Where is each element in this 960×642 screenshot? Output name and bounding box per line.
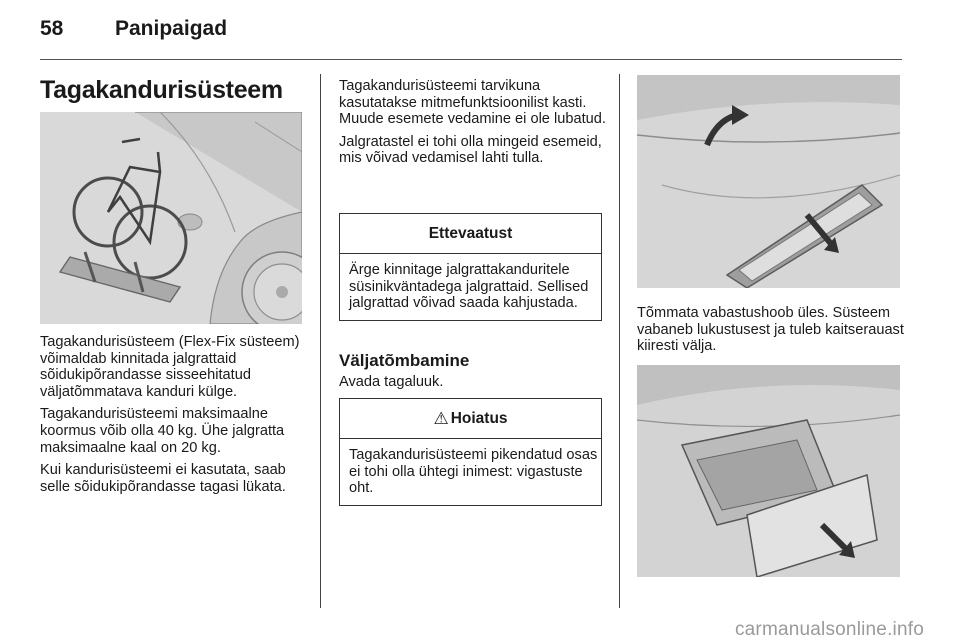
- col2-text: [339, 78, 607, 167]
- subtext: Avada tagaluuk.: [339, 374, 444, 390]
- column-divider: [320, 74, 321, 608]
- bike-carrier-illustration: [40, 112, 302, 324]
- subheading: Väljatõmbamine: [339, 351, 470, 370]
- warning-text: Tagakandurisüsteemi pikendatud osas ei tohi olla ühtegi inimest: vigastuste oht.: [349, 447, 598, 497]
- warning-title: Hoiatus: [450, 409, 508, 427]
- page-number: 58: [40, 17, 64, 40]
- header-rule: [40, 59, 902, 60]
- carrier-extended-illustration: [637, 365, 900, 577]
- caution-text: Ärge kinnitage jalgrattakanduritele süsinikväntadega jalgrattaid. Sellised jalgrattad võivad saada kahjustada.: [349, 262, 589, 312]
- paragraph: Tagakandurisüsteemi tarvikuna kasutatakse mitmefunktsioonilist kasti. Muude esemete vedamine ei ole lubatud.: [339, 78, 606, 128]
- paragraph: Tagakandurisüsteem (Flex-Fix süsteem) võimaldab kinnitada jalgrattaid sõidukipõrandasse sisseehitatud väljatõmmatava kanduri külge.: [40, 334, 300, 400]
- release-lever-illustration: [637, 75, 900, 288]
- col3-text: Tõmmata vabastushoob üles. Süsteem vabaneb lukustusest ja tuleb kaitserauast kiiresti välja.: [637, 305, 904, 355]
- warning-box: [339, 398, 602, 506]
- paragraph: Tagakandurisüsteemi maksimaalne koormus võib olla 40 kg. Ühe jalgratta maksimaalne kaal on 20 kg.: [40, 406, 285, 456]
- caution-box: [339, 213, 602, 321]
- caution-title: Ettevaatust: [340, 214, 601, 254]
- col1-text: [40, 334, 308, 495]
- chapter-title: Panipaigad: [115, 17, 228, 40]
- watermark: carmanualsonline.info: [734, 619, 924, 640]
- warning-icon: ⚠: [433, 408, 449, 428]
- column-divider: [619, 74, 620, 608]
- paragraph: Jalgratastel ei tohi olla mingeid esemeid, mis võivad vedamisel lahti tulla.: [339, 133, 602, 167]
- paragraph: Kui kandurisüsteemi ei kasutata, saab selle sõidukipõrandasse tagasi lükata.: [40, 462, 286, 495]
- section-title: Tagakandurisüsteem: [40, 76, 283, 104]
- warning-title-row: [340, 399, 601, 439]
